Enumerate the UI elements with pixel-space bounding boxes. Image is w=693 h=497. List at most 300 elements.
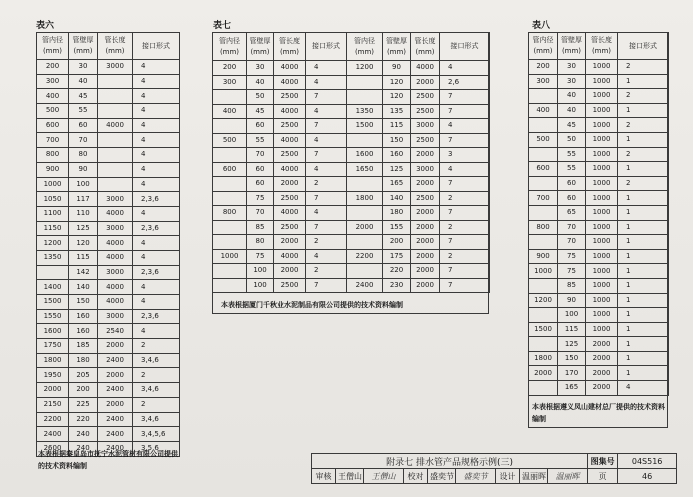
table-cell: 160: [383, 148, 411, 163]
table-cell: 800: [529, 220, 558, 235]
table-row: [347, 133, 490, 148]
table6-caption: 表六: [36, 21, 55, 31]
table-cell: [529, 337, 558, 352]
table-cell: 2: [306, 177, 347, 192]
table-cell: [213, 148, 247, 163]
table-cell: 65: [558, 205, 586, 220]
table-cell: 55: [558, 162, 586, 177]
table-cell: 600: [37, 118, 69, 133]
table-cell: [37, 265, 69, 280]
review-label: 审核: [312, 469, 336, 484]
t8-header-joint: 接口形式: [618, 33, 669, 60]
table-cell: 2000: [274, 264, 306, 279]
t6-header-joint: 接口形式: [133, 33, 180, 60]
table-cell: 2,3,6: [133, 265, 180, 280]
table-cell: 2400: [98, 353, 133, 368]
table-row: [213, 235, 347, 250]
table-cell: 2: [306, 235, 347, 250]
table-cell: 2400: [98, 412, 133, 427]
design-label: 设计: [496, 469, 520, 484]
table-row: [37, 236, 180, 251]
table-row: [213, 133, 347, 148]
table-cell: 40: [69, 74, 98, 89]
table-cell: 80: [69, 148, 98, 163]
table-cell: 2: [618, 60, 669, 75]
table-cell: 2500: [274, 119, 306, 134]
table-cell: 2200: [347, 249, 383, 264]
table-cell: 2000: [411, 75, 440, 90]
table-row: [529, 132, 669, 147]
table-row: [529, 293, 669, 308]
table-row: [529, 103, 669, 118]
table-cell: [98, 177, 133, 192]
table-cell: 2000: [586, 337, 618, 352]
table-cell: 3,4,6: [133, 353, 180, 368]
table-cell: 2000: [411, 206, 440, 221]
table-cell: 160: [69, 324, 98, 339]
table-row: [37, 206, 180, 221]
table-cell: 3,4,6: [133, 383, 180, 398]
table-cell: [213, 264, 247, 279]
table-cell: [529, 308, 558, 323]
table-row: [529, 278, 669, 293]
table-cell: 7: [440, 278, 490, 293]
table-cell: 240: [69, 441, 98, 456]
table-row: [213, 206, 347, 221]
table7-note: 本表根据厦门千秋业水泥制品有限公司提供的技术资料编制: [221, 301, 403, 309]
table-cell: 200: [37, 60, 69, 75]
t8-header-diameter: 管内径 (mm): [529, 33, 558, 60]
table-cell: 90: [69, 162, 98, 177]
table-cell: [529, 176, 558, 191]
table-cell: 85: [247, 220, 274, 235]
table-cell: 4: [133, 74, 180, 89]
table-cell: 4: [440, 119, 490, 134]
table-cell: 4: [306, 75, 347, 90]
table-cell: 4: [133, 118, 180, 133]
table-cell: 2000: [98, 339, 133, 354]
table-row: [37, 427, 180, 442]
table-cell: 1: [618, 278, 669, 293]
table-row: [37, 74, 180, 89]
table-cell: 2,6: [440, 75, 490, 90]
table-cell: 75: [558, 249, 586, 264]
table-cell: 1750: [37, 339, 69, 354]
table-cell: 1000: [586, 176, 618, 191]
table-cell: 60: [558, 191, 586, 206]
table-cell: 240: [69, 427, 98, 442]
table-cell: 800: [213, 206, 247, 221]
table-cell: 4: [133, 250, 180, 265]
table-row: [37, 221, 180, 236]
table-cell: 1: [618, 162, 669, 177]
table-cell: 2540: [98, 324, 133, 339]
table-cell: 50: [558, 132, 586, 147]
table-row: [37, 162, 180, 177]
table-cell: 60: [69, 118, 98, 133]
table-row: [37, 324, 180, 339]
table-cell: 50: [247, 90, 274, 105]
table-cell: 4: [306, 133, 347, 148]
table-cell: 3000: [411, 162, 440, 177]
table-cell: 4: [440, 61, 490, 76]
table-cell: 90: [383, 61, 411, 76]
table-cell: 150: [558, 351, 586, 366]
table-cell: 4: [133, 295, 180, 310]
table-row: [37, 148, 180, 163]
table-cell: 225: [69, 397, 98, 412]
t6-header-thickness: 管壁厚 (mm): [69, 33, 98, 60]
table-cell: 4: [440, 162, 490, 177]
table-cell: 1000: [37, 177, 69, 192]
table-cell: 800: [37, 148, 69, 163]
table-cell: 1000: [586, 264, 618, 279]
table-cell: 1150: [37, 221, 69, 236]
table-cell: 1: [618, 264, 669, 279]
table-cell: 45: [558, 118, 586, 133]
table-cell: 3000: [98, 221, 133, 236]
table-cell: 125: [558, 337, 586, 352]
table-cell: 4: [133, 236, 180, 251]
table-cell: 2200: [37, 412, 69, 427]
table-cell: 1: [618, 293, 669, 308]
atlas-label: 图集号: [588, 454, 618, 469]
table-row: [37, 104, 180, 119]
table-cell: 1000: [586, 74, 618, 89]
table-cell: 2: [440, 220, 490, 235]
table-cell: 900: [529, 249, 558, 264]
table-cell: 2500: [411, 191, 440, 206]
t7l-header-joint: 接口形式: [306, 33, 347, 61]
table-cell: 2000: [411, 177, 440, 192]
table-cell: 4000: [98, 295, 133, 310]
table-cell: [529, 205, 558, 220]
table-cell: 2: [618, 176, 669, 191]
table-cell: [347, 235, 383, 250]
table-cell: 4: [133, 162, 180, 177]
table-cell: 1000: [586, 322, 618, 337]
table-cell: 4: [133, 280, 180, 295]
table-cell: 4: [133, 206, 180, 221]
table-cell: 100: [558, 308, 586, 323]
table-cell: 600: [529, 162, 558, 177]
table-cell: 45: [69, 89, 98, 104]
table-row: [213, 278, 347, 293]
table-cell: 40: [558, 89, 586, 104]
table-cell: 2000: [529, 366, 558, 381]
table-cell: 400: [213, 104, 247, 119]
table-cell: 1000: [586, 308, 618, 323]
table-cell: 2500: [274, 90, 306, 105]
table-row: [347, 264, 490, 279]
table-cell: 55: [247, 133, 274, 148]
table-cell: 40: [558, 103, 586, 118]
table-row: [529, 191, 669, 206]
table-cell: 2400: [98, 427, 133, 442]
table-cell: 180: [383, 206, 411, 221]
table-row: [529, 118, 669, 133]
table-cell: [347, 264, 383, 279]
table-cell: 4: [133, 148, 180, 163]
table-cell: 120: [383, 75, 411, 90]
table-cell: 4000: [98, 280, 133, 295]
table-cell: 165: [383, 177, 411, 192]
table-cell: 1: [618, 205, 669, 220]
table-cell: 1600: [37, 324, 69, 339]
table-cell: 1350: [347, 104, 383, 119]
table-cell: 7: [440, 104, 490, 119]
table8-caption: 表八: [532, 21, 551, 31]
table-cell: 115: [383, 119, 411, 134]
table-cell: 1650: [347, 162, 383, 177]
table-cell: 1: [618, 249, 669, 264]
table-cell: 1: [618, 103, 669, 118]
t7l-header-length: 管长度 (mm): [274, 33, 306, 61]
table-cell: 3,5,6: [133, 441, 180, 456]
table-cell: [213, 278, 247, 293]
table-row: [37, 368, 180, 383]
table-cell: 75: [247, 191, 274, 206]
table-row: [37, 250, 180, 265]
table-cell: 1: [618, 132, 669, 147]
table-cell: 700: [37, 133, 69, 148]
table-cell: 700: [529, 191, 558, 206]
table-cell: 2400: [98, 383, 133, 398]
table-row: [347, 148, 490, 163]
table-row: [529, 147, 669, 162]
table-cell: [347, 75, 383, 90]
table-cell: 4000: [98, 206, 133, 221]
table-cell: 7: [306, 119, 347, 134]
table-cell: 70: [247, 206, 274, 221]
table-cell: 120: [69, 236, 98, 251]
atlas-number: 04S516: [618, 454, 677, 469]
table-cell: [347, 133, 383, 148]
table-cell: 100: [69, 177, 98, 192]
table-cell: 4000: [274, 133, 306, 148]
table-cell: 2000: [274, 177, 306, 192]
table-cell: 1: [618, 366, 669, 381]
table-cell: 1000: [586, 118, 618, 133]
table-cell: 30: [69, 60, 98, 75]
drawing-title: 附录七 排水管产品规格示例(三): [312, 454, 588, 469]
table-cell: 100: [247, 264, 274, 279]
table-cell: 2400: [98, 441, 133, 456]
t8-header-thickness: 管壁厚 (mm): [558, 33, 586, 60]
table-cell: 7: [306, 220, 347, 235]
table-row: [37, 339, 180, 354]
table-cell: 75: [558, 264, 586, 279]
table-cell: [529, 278, 558, 293]
reviewer-name: 王僧山: [336, 469, 364, 484]
table-cell: 1800: [347, 191, 383, 206]
table-row: [37, 412, 180, 427]
table-row: [347, 75, 490, 90]
table7-right: [346, 32, 490, 293]
table-cell: [529, 89, 558, 104]
table-cell: 1350: [37, 250, 69, 265]
table-cell: 85: [558, 278, 586, 293]
table-row: [529, 176, 669, 191]
table-cell: 1200: [529, 293, 558, 308]
table-cell: 30: [558, 74, 586, 89]
table-cell: 2: [133, 339, 180, 354]
table-cell: 4000: [274, 61, 306, 76]
table-cell: 2: [133, 368, 180, 383]
table-cell: 4000: [274, 206, 306, 221]
table-cell: 2500: [274, 278, 306, 293]
table-cell: 3,4,5,6: [133, 427, 180, 442]
table-cell: 1000: [586, 205, 618, 220]
table-row: [213, 249, 347, 264]
table-cell: 185: [69, 339, 98, 354]
table-row: [37, 397, 180, 412]
table-cell: 180: [69, 353, 98, 368]
table-cell: 4: [133, 177, 180, 192]
table-cell: 4: [133, 89, 180, 104]
table-cell: 220: [69, 412, 98, 427]
table-cell: 300: [37, 74, 69, 89]
table-cell: 2000: [411, 264, 440, 279]
table-cell: 230: [383, 278, 411, 293]
table-cell: 1000: [586, 132, 618, 147]
checker-signature: 盛奕节: [456, 469, 496, 484]
table-cell: 2,3,6: [133, 192, 180, 207]
table-cell: 7: [440, 206, 490, 221]
table-cell: 1: [618, 351, 669, 366]
table-cell: 1550: [37, 309, 69, 324]
table-cell: [347, 90, 383, 105]
table-cell: 7: [440, 90, 490, 105]
designer-signature: 温丽晖: [548, 469, 588, 484]
table-row: [529, 337, 669, 352]
table-row: [213, 75, 347, 90]
table-cell: 7: [306, 191, 347, 206]
table-cell: 2: [306, 264, 347, 279]
table-cell: 2: [440, 191, 490, 206]
table-cell: [213, 177, 247, 192]
table-cell: 1000: [586, 191, 618, 206]
table-row: [347, 61, 490, 76]
table-cell: 900: [37, 162, 69, 177]
table-row: [213, 148, 347, 163]
table-cell: 1950: [37, 368, 69, 383]
table-cell: 55: [558, 147, 586, 162]
table-cell: 2: [133, 397, 180, 412]
table-cell: 300: [213, 75, 247, 90]
t7r-header-joint: 接口形式: [440, 33, 490, 61]
table-row: [529, 60, 669, 75]
table-cell: 150: [383, 133, 411, 148]
table-cell: 55: [69, 104, 98, 119]
table-cell: [529, 147, 558, 162]
table-cell: 1500: [347, 119, 383, 134]
table-row: [347, 191, 490, 206]
t6-header-length: 管长度 (mm): [98, 33, 133, 60]
table-cell: 1: [618, 235, 669, 250]
t7r-header-length: 管长度 (mm): [411, 33, 440, 61]
table-cell: 4: [133, 324, 180, 339]
table-cell: 2000: [586, 381, 618, 396]
table-cell: 1050: [37, 192, 69, 207]
table-row: [213, 90, 347, 105]
table-cell: 4000: [274, 104, 306, 119]
table-cell: [98, 74, 133, 89]
table6-note: 本表根据秦皇岛市抚宁水泥管材有限公司提供的技术资料编制: [38, 450, 178, 470]
table-cell: 3: [440, 148, 490, 163]
table-row: [37, 309, 180, 324]
table-cell: 1: [618, 74, 669, 89]
table-cell: [213, 90, 247, 105]
table-cell: 400: [529, 103, 558, 118]
table-cell: 4000: [98, 250, 133, 265]
t7l-header-thickness: 管壁厚 (mm): [247, 33, 274, 61]
table-cell: 2000: [274, 235, 306, 250]
table-row: [37, 353, 180, 368]
table-cell: 220: [383, 264, 411, 279]
table-cell: 2500: [411, 104, 440, 119]
table-cell: [213, 119, 247, 134]
table-cell: [98, 104, 133, 119]
table-cell: 70: [558, 235, 586, 250]
table-cell: 500: [37, 104, 69, 119]
table-cell: 4: [133, 133, 180, 148]
table-cell: 40: [247, 75, 274, 90]
table-cell: 7: [306, 148, 347, 163]
table-cell: 60: [247, 119, 274, 134]
designer-name: 温丽晖: [520, 469, 548, 484]
table-cell: 70: [69, 133, 98, 148]
table-cell: 125: [383, 162, 411, 177]
table-cell: 1: [618, 308, 669, 323]
page-number: 46: [618, 469, 677, 484]
table-row: [347, 104, 490, 119]
table-cell: 500: [213, 133, 247, 148]
table-cell: 4: [306, 162, 347, 177]
table-cell: 4: [133, 104, 180, 119]
table-cell: 7: [440, 235, 490, 250]
table-cell: 4: [618, 381, 669, 396]
table-cell: 2600: [37, 441, 69, 456]
table-row: [213, 162, 347, 177]
table-cell: 1400: [37, 280, 69, 295]
table-cell: 120: [383, 90, 411, 105]
table-row: [213, 104, 347, 119]
t8-header-length: 管长度 (mm): [586, 33, 618, 60]
table-cell: 1000: [586, 60, 618, 75]
table-cell: 110: [69, 206, 98, 221]
table-cell: 115: [558, 322, 586, 337]
table-cell: [213, 191, 247, 206]
table-row: [37, 133, 180, 148]
table-cell: 1000: [586, 235, 618, 250]
table-cell: 1000: [213, 249, 247, 264]
table-cell: [529, 235, 558, 250]
table-cell: 2400: [347, 278, 383, 293]
table-cell: 2500: [274, 191, 306, 206]
table-cell: 2000: [411, 220, 440, 235]
table-cell: 200: [213, 61, 247, 76]
table-cell: 140: [383, 191, 411, 206]
table-cell: 2150: [37, 397, 69, 412]
table-cell: 2000: [37, 383, 69, 398]
table-cell: 4: [133, 60, 180, 75]
table-row: [213, 61, 347, 76]
table-cell: 2000: [411, 278, 440, 293]
table8-note: 本表根据遵义凤山建材总厂提供的技术资料编制: [532, 403, 665, 423]
table6: [36, 32, 180, 457]
table-cell: 2000: [411, 249, 440, 264]
